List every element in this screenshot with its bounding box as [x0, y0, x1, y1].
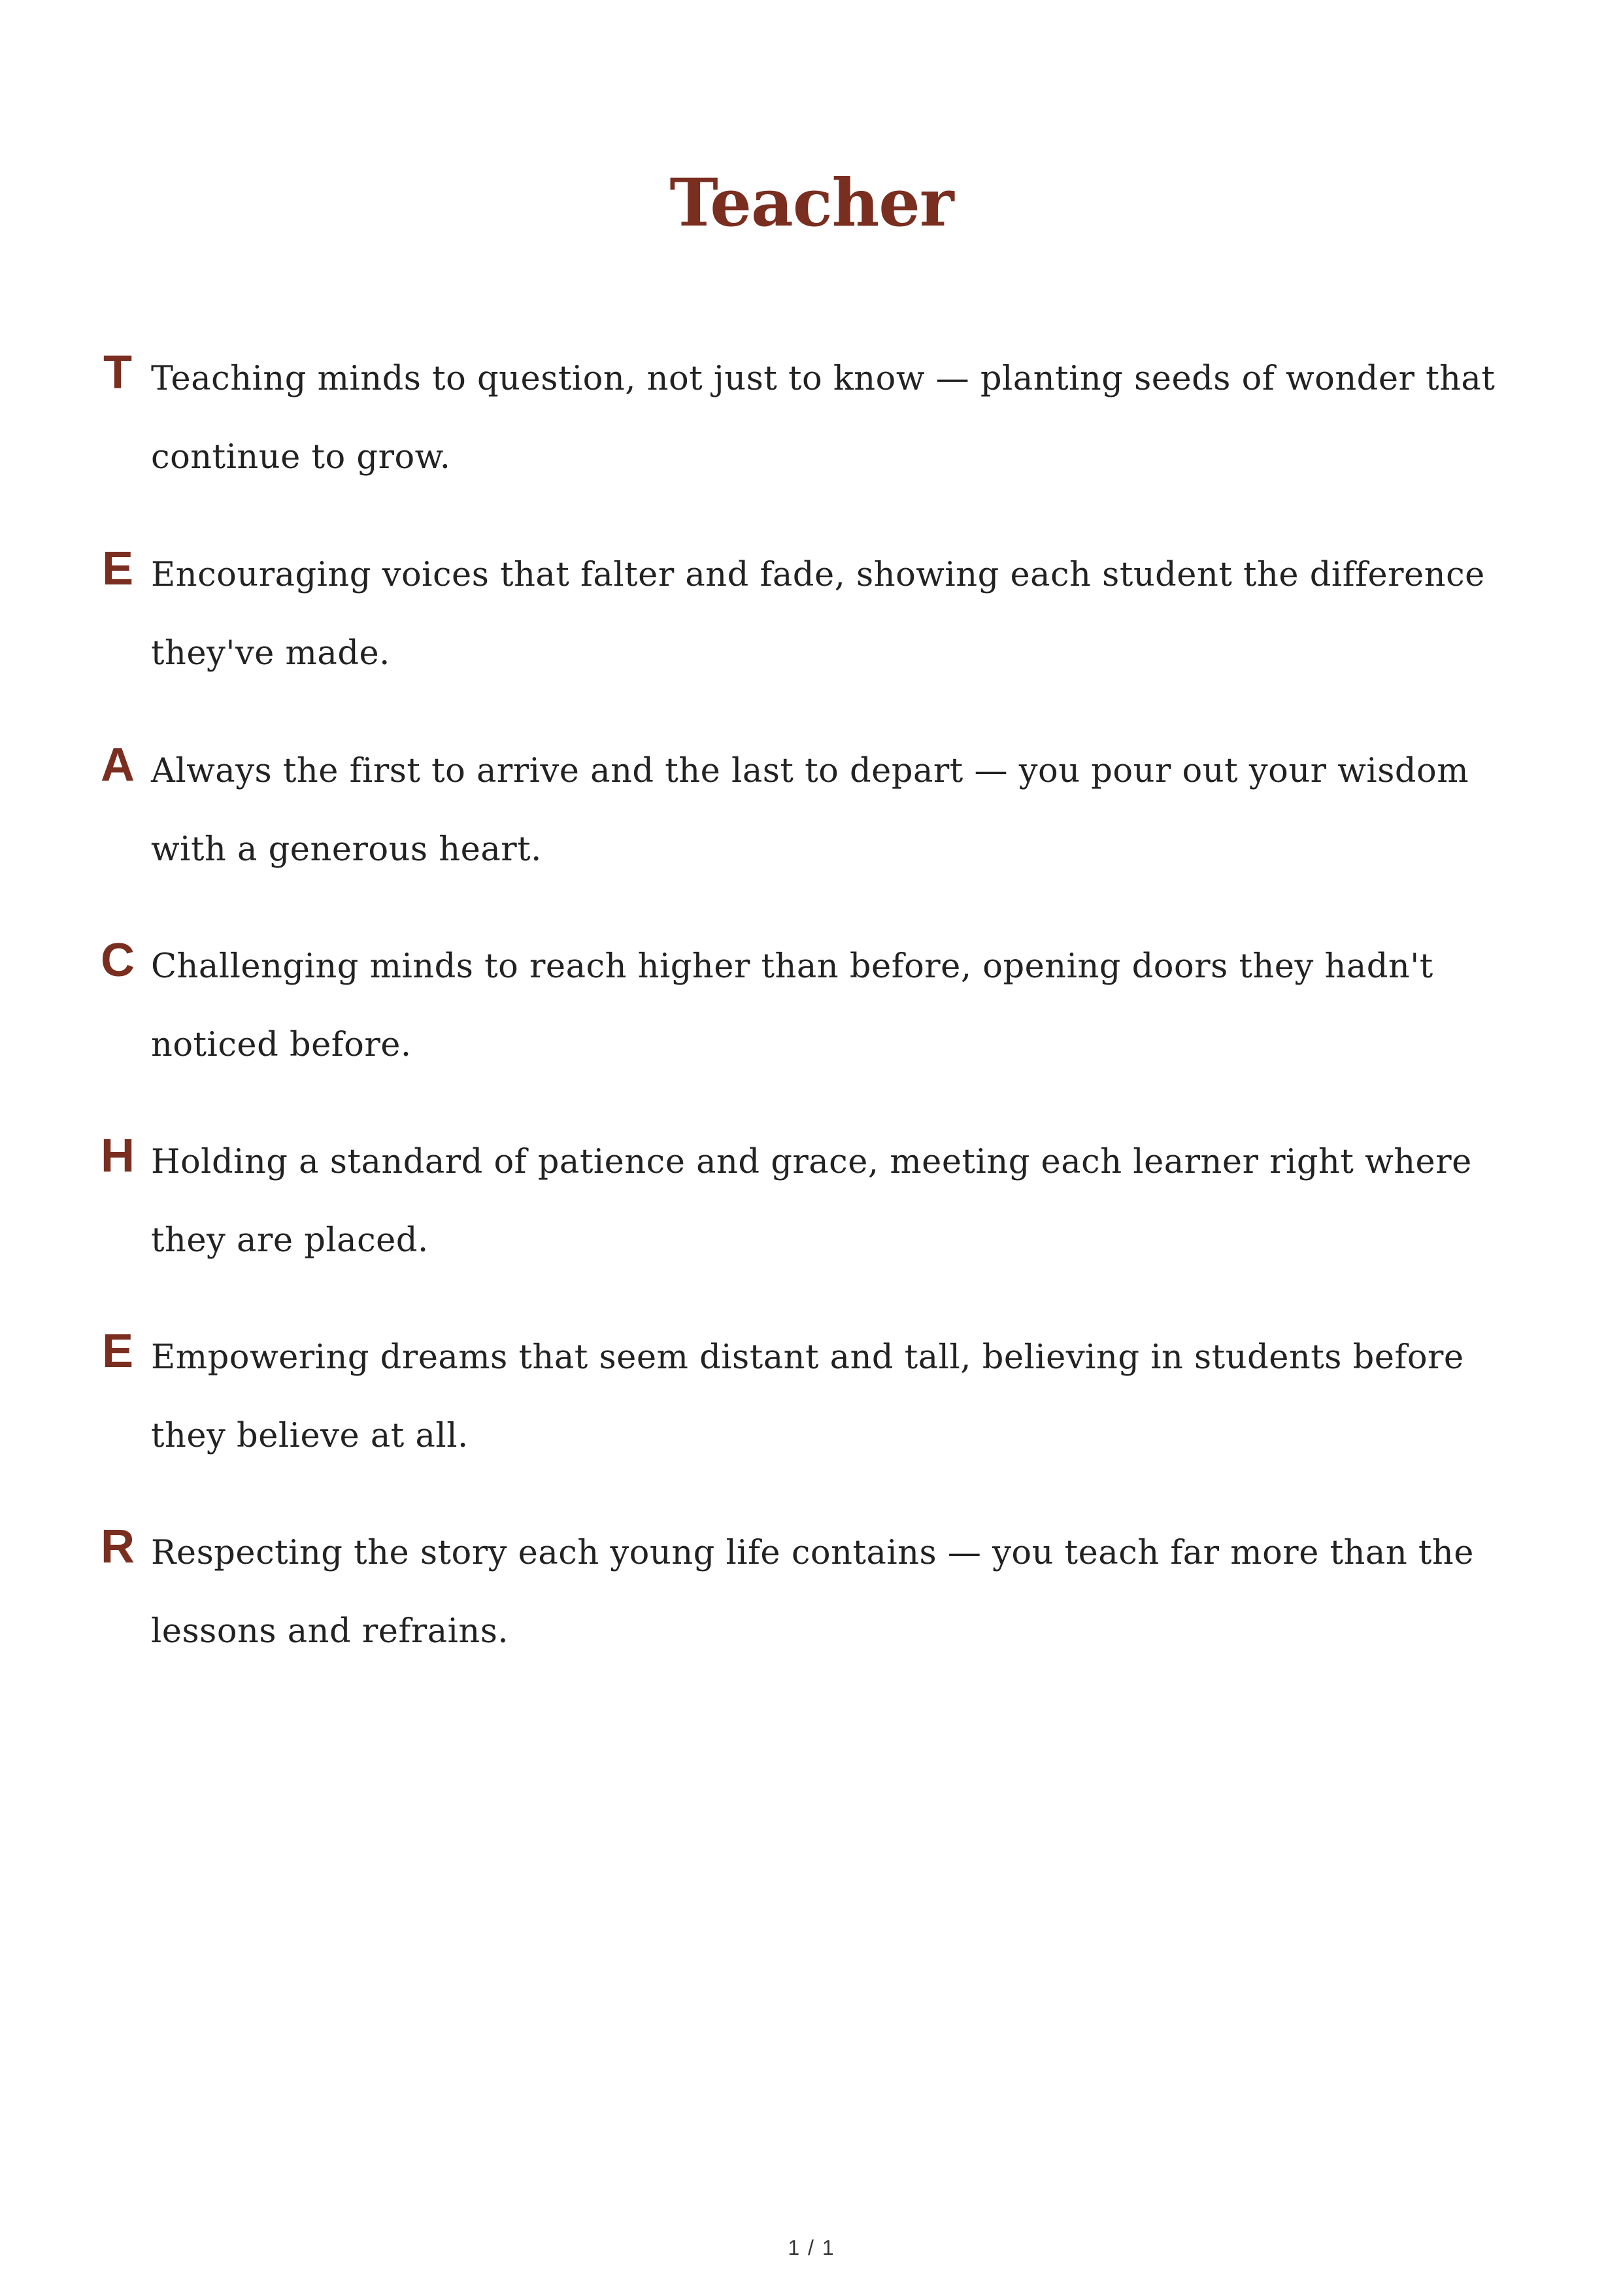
stanza-initial: C: [101, 934, 135, 987]
stanza-text: Teaching minds to question, not just to know — planting seeds of wonder that continue to grow.: [151, 360, 1496, 477]
page-number: 1 / 1: [788, 2236, 835, 2259]
stanza-text: Encouraging voices that falter and fade, showing each student the difference they've made.: [151, 556, 1485, 673]
stanza-initial: H: [101, 1130, 135, 1182]
stanza-text: Always the first to arrive and the last to depart — you pour out your wisdom with a generous heart.: [151, 752, 1469, 869]
stanza-initial: T: [103, 346, 132, 399]
stanza-text: Challenging minds to reach higher than before, opening doors they hadn't noticed before.: [151, 947, 1433, 1064]
stanza-initial: E: [101, 1325, 134, 1377]
stanza-text: Respecting the story each young life contains — you teach far more than the lessons and refrains.: [151, 1534, 1474, 1651]
poem-title: Teacher: [669, 164, 954, 241]
stanza-initial: E: [101, 543, 134, 595]
stanza-initial: A: [101, 739, 135, 791]
stanza-text: Holding a standard of patience and grace, meeting each learner right where they are placed.: [151, 1143, 1472, 1260]
stanza-initial: R: [101, 1521, 135, 1573]
stanza-text: Empowering dreams that seem distant and tall, believing in students before they believe at all.: [151, 1338, 1464, 1455]
